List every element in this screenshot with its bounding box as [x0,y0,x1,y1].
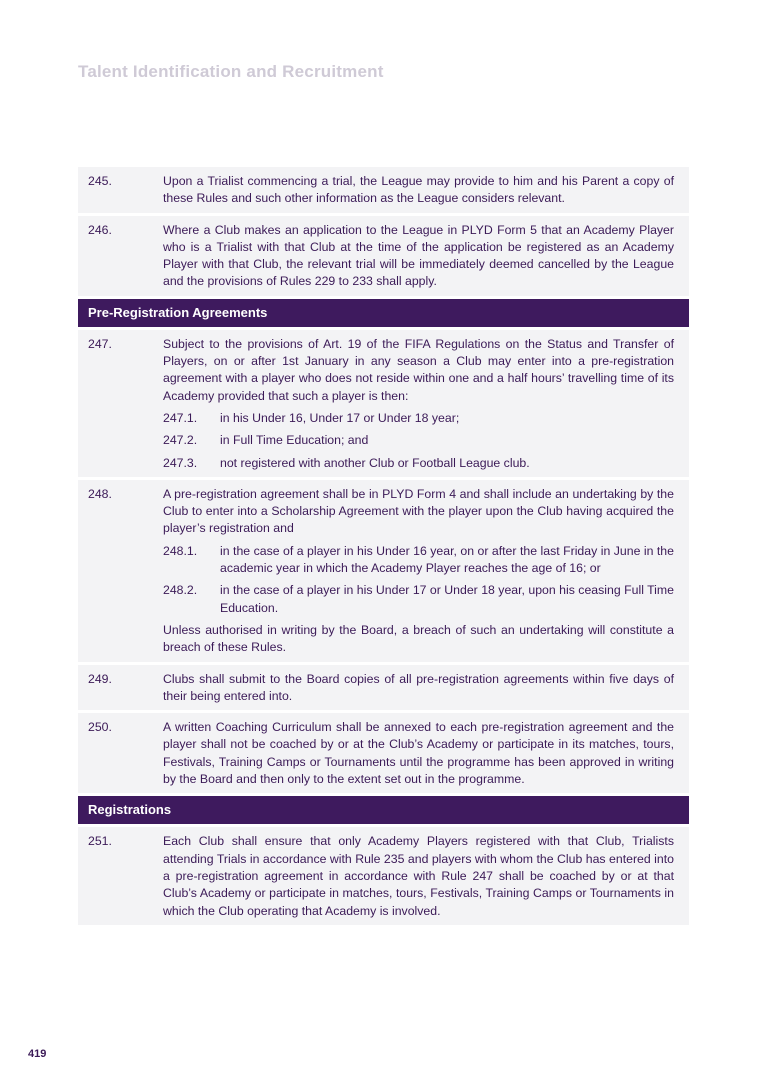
sub-clause-number: 248.1. [163,543,198,558]
rule-250 [78,713,689,793]
rule-number: 247. [88,336,112,351]
section-heading-pre-registration: Pre-Registration Agreements [78,299,689,327]
rule-number: 246. [88,222,112,237]
rule-text: A pre-registration agreement shall be in PLYD Form 4 and shall include an undertaking by the Club to enter into a Scholarship Agreement with the player upon the Club having acquired the player’s registration and [163,486,674,536]
sub-clause-number: 247.2. [163,433,198,448]
rule-248 [78,480,689,662]
rule-number: 251. [88,834,112,849]
sub-clause-text: in the case of a player in his Under 17 or Under 18 year, upon his ceasing Full Time Education. [220,583,674,615]
rule-text: Clubs shall submit to the Board copies of all pre-registration agreements within five days of their being entered into. [163,671,674,703]
rule-text: Subject to the provisions of Art. 19 of the FIFA Regulations on the Status and Transfer of Players, on or after 1st January in any season a Club may enter into a pre-registration agreement with a player who does not reside within one and a half hours’ travelling time of its Academy provided that such a player is then: [163,336,674,403]
sub-clause-text: in his Under 16, Under 17 or Under 18 year; [220,410,460,425]
rule-text: A written Coaching Curriculum shall be annexed to each pre-registration agreement and the player shall not be coached by or at the Club’s Academy or participate in its matches, tours, Festivals, Training Camps or Tournaments until the programme has been approved in writing by the Board and then only to the extent set out in the programme. [163,720,674,787]
rule-251 [78,827,689,924]
rule-closing-text: Unless authorised in writing by the Board, a breach of such an undertaking will constitute a breach of these Rules. [163,622,674,655]
sub-clause [163,432,674,449]
rule-text: Each Club shall ensure that only Academy Players registered with that Club, Trialists attending Trials in accordance with Rule 235 and players with whom the Club has entered into a pre-registration agreement in accordance with Rule 247 shall be coached by or at that Club’s Academy or participate in matches, tours, Festivals, Training Camps or Tournaments in which the Club operating that Academy is involved. [163,834,674,918]
rule-number: 245. [88,174,112,188]
rule-247 [78,330,689,477]
sub-clause-number: 248.2. [163,583,198,598]
rule-number: 249. [88,671,112,686]
sub-clause [163,455,674,472]
rule-245 [78,167,689,213]
sub-clause-number: 247.1. [163,410,198,425]
sub-clause-text: not registered with another Club or Football League club. [220,455,530,470]
rule-number: 250. [88,720,112,735]
section-heading-registrations: Registrations [78,796,689,824]
page-number: 419 [28,1048,47,1060]
sub-clause [163,543,674,578]
page-title: Talent Identification and Recruitment [78,62,384,81]
rule-249 [78,665,689,711]
rule-number: 248. [88,486,112,501]
rules-table [78,167,689,928]
rule-text: Where a Club makes an application to the League in PLYD Form 5 that an Academy Player who is a Trialist with that Club at the time of the application be registered as an Academy Player with that Club, the relevant trial will be immediately deemed cancelled by the League and the provisions of Rules 229 to 233 shall apply. [163,222,674,289]
sub-clause-text: in the case of a player in his Under 16 year, on or after the last Friday in June in the academic year in which the Academy Player reaches the age of 16; or [220,543,674,576]
rule-246 [78,216,689,296]
rule-text: Upon a Trialist commencing a trial, the League may provide to him and his Parent a copy of these Rules and such other information as the League considers relevant. [163,174,674,206]
sub-clause [163,410,674,427]
sub-clause-text: in Full Time Education; and [220,433,369,448]
sub-clause [163,582,674,617]
sub-clause-number: 247.3. [163,455,198,470]
